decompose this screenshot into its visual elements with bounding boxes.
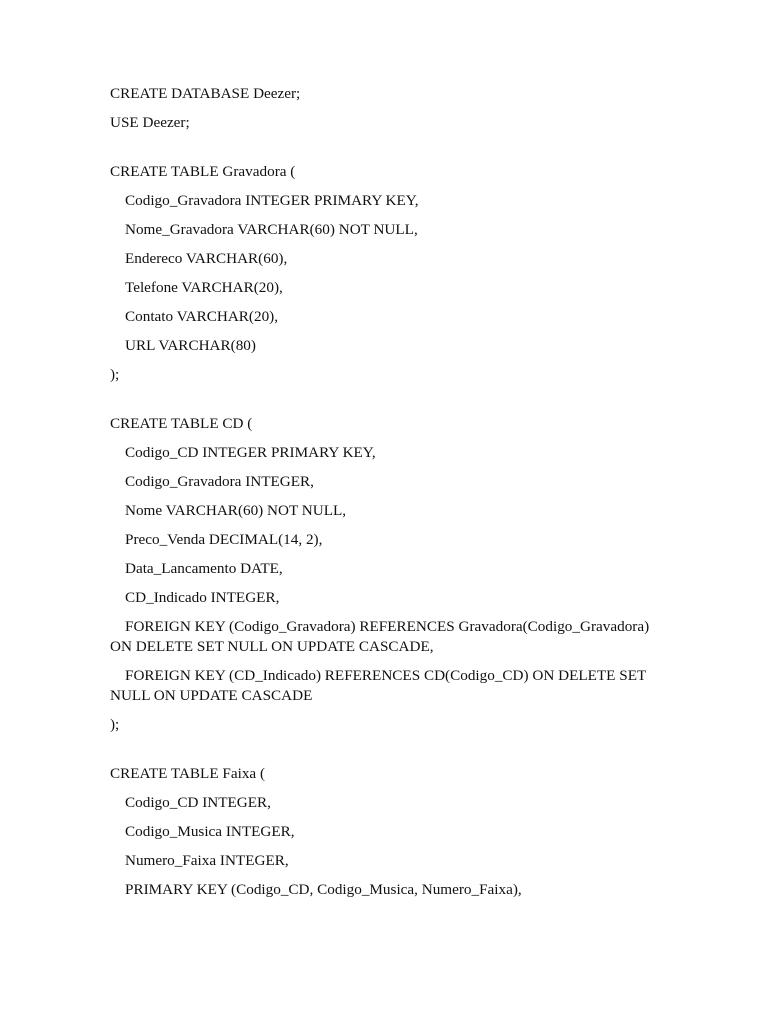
sql-column-line: Contato VARCHAR(20), <box>125 308 279 325</box>
sql-column-line: Codigo_Gravadora INTEGER PRIMARY KEY, <box>125 192 419 209</box>
sql-line-use-database: USE Deezer; <box>110 114 190 131</box>
sql-line-create-table-cd: CREATE TABLE CD ( <box>110 415 253 432</box>
sql-column-line: Codigo_Musica INTEGER, <box>125 823 295 840</box>
sql-column-line: Nome VARCHAR(60) NOT NULL, <box>125 502 347 519</box>
sql-line-create-database: CREATE DATABASE Deezer; <box>110 85 301 102</box>
sql-column-line: Nome_Gravadora VARCHAR(60) NOT NULL, <box>125 221 418 238</box>
sql-column-line: Codigo_CD INTEGER, <box>125 794 271 811</box>
sql-table-close: ); <box>110 716 120 733</box>
sql-primary-key-line: PRIMARY KEY (Codigo_CD, Codigo_Musica, Numero_Faixa), <box>125 881 522 898</box>
sql-table-close: ); <box>110 366 120 383</box>
sql-column-line: URL VARCHAR(80) <box>125 337 256 354</box>
sql-column-line: Codigo_Gravadora INTEGER, <box>125 473 314 490</box>
sql-foreign-key-line: FOREIGN KEY (Codigo_Gravadora) REFERENCES Gravadora(Codigo_Gravadora) ON DELETE SET NULL ON UPDATE CASCADE, <box>110 618 650 655</box>
sql-column-line: Endereco VARCHAR(60), <box>125 250 288 267</box>
sql-column-line: Preco_Venda DECIMAL(14, 2), <box>125 531 323 548</box>
sql-script <box>110 84 670 909</box>
sql-column-line: CD_Indicado INTEGER, <box>125 589 280 606</box>
sql-line-create-table-gravadora: CREATE TABLE Gravadora ( <box>110 163 296 180</box>
sql-column-line: Data_Lancamento DATE, <box>125 560 283 577</box>
sql-foreign-key-line: FOREIGN KEY (CD_Indicado) REFERENCES CD(Codigo_CD) ON DELETE SET NULL ON UPDATE CASCADE <box>110 667 646 704</box>
sql-column-line: Numero_Faixa INTEGER, <box>125 852 289 869</box>
sql-column-line: Codigo_CD INTEGER PRIMARY KEY, <box>125 444 376 461</box>
sql-column-line: Telefone VARCHAR(20), <box>125 279 283 296</box>
sql-line-create-table-faixa: CREATE TABLE Faixa ( <box>110 765 266 782</box>
